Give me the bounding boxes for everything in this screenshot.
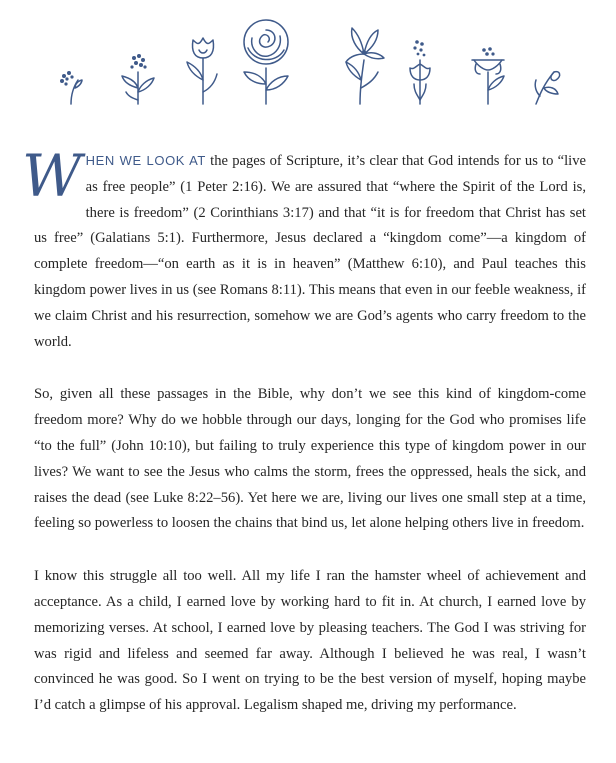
paragraph-text: So, given all these passages in the Bible, why don’t we see this kind of kingdom-come freedom more? Why do we hobble through our days, longing for the God who promises life “to the full” (John 10:10), but failing to truly experience this type of kingdom power in our lives? We want to see the Jesus who calms the storm, frees the oppressed, heals the sick, and raises the dead (see Luke 8:22–56). Yet here we are, living our lives one small step at a time, feeling so powerless to loosen the chains that bind us, let alone helping others live in freedom. bbox=[34, 386, 586, 532]
paragraph-text: the pages of Scripture, it’s clear that God intends for us to “live as free people” (1 Peter 2:16). We are assured that “where the Spirit of the Lord is, there is freedom” (2 Corinthians 3:17) and that “it is for freedom that Christ has set us free” (Galatians 5:1). Furthermore, Jesus declared a “kingdom come”—a kingdom of complete freedom—“on earth as it is in heaven” (Matthew 6:10), and Paul teaches this kingdom power lives in us (see Romans 8:11). This means that even in our feeble weakness, if we claim Christ and his resurrection, somehow we are God’s agents who carry freedom to the world. bbox=[34, 153, 586, 350]
sprig-flower-icon bbox=[58, 64, 84, 104]
paragraph-2 bbox=[34, 382, 586, 537]
bellflower-icon bbox=[402, 38, 438, 104]
daisy-icon bbox=[468, 44, 508, 104]
body-text bbox=[22, 142, 586, 746]
lead-in: HEN WE LOOK AT bbox=[85, 153, 206, 168]
paragraph-3 bbox=[34, 564, 586, 719]
floral-ornament bbox=[50, 12, 570, 104]
tulip-icon bbox=[185, 34, 221, 104]
lily-icon bbox=[340, 24, 384, 104]
drop-cap: W bbox=[22, 142, 82, 210]
berry-branch-icon bbox=[120, 52, 156, 104]
paragraph-1 bbox=[22, 142, 586, 355]
rose-icon bbox=[236, 18, 296, 104]
leaf-sprig-icon bbox=[532, 66, 562, 104]
paragraph-text: I know this struggle all too well. All my life I ran the hamster wheel of achievement and acceptance. As a child, I earned love by working hard to fit in. At church, I earned love by memorizing verses. At school, I earned love by pleasing teachers. The God I was striving for was rigid and lifeless and seemed far away. Although I believed he was real, I wasn’t convinced he was good. So I went on trying to be the best version of myself, hoping maybe I’d catch a glimpse of his approval. Legalism shaped me, driving my performance. bbox=[34, 568, 586, 714]
